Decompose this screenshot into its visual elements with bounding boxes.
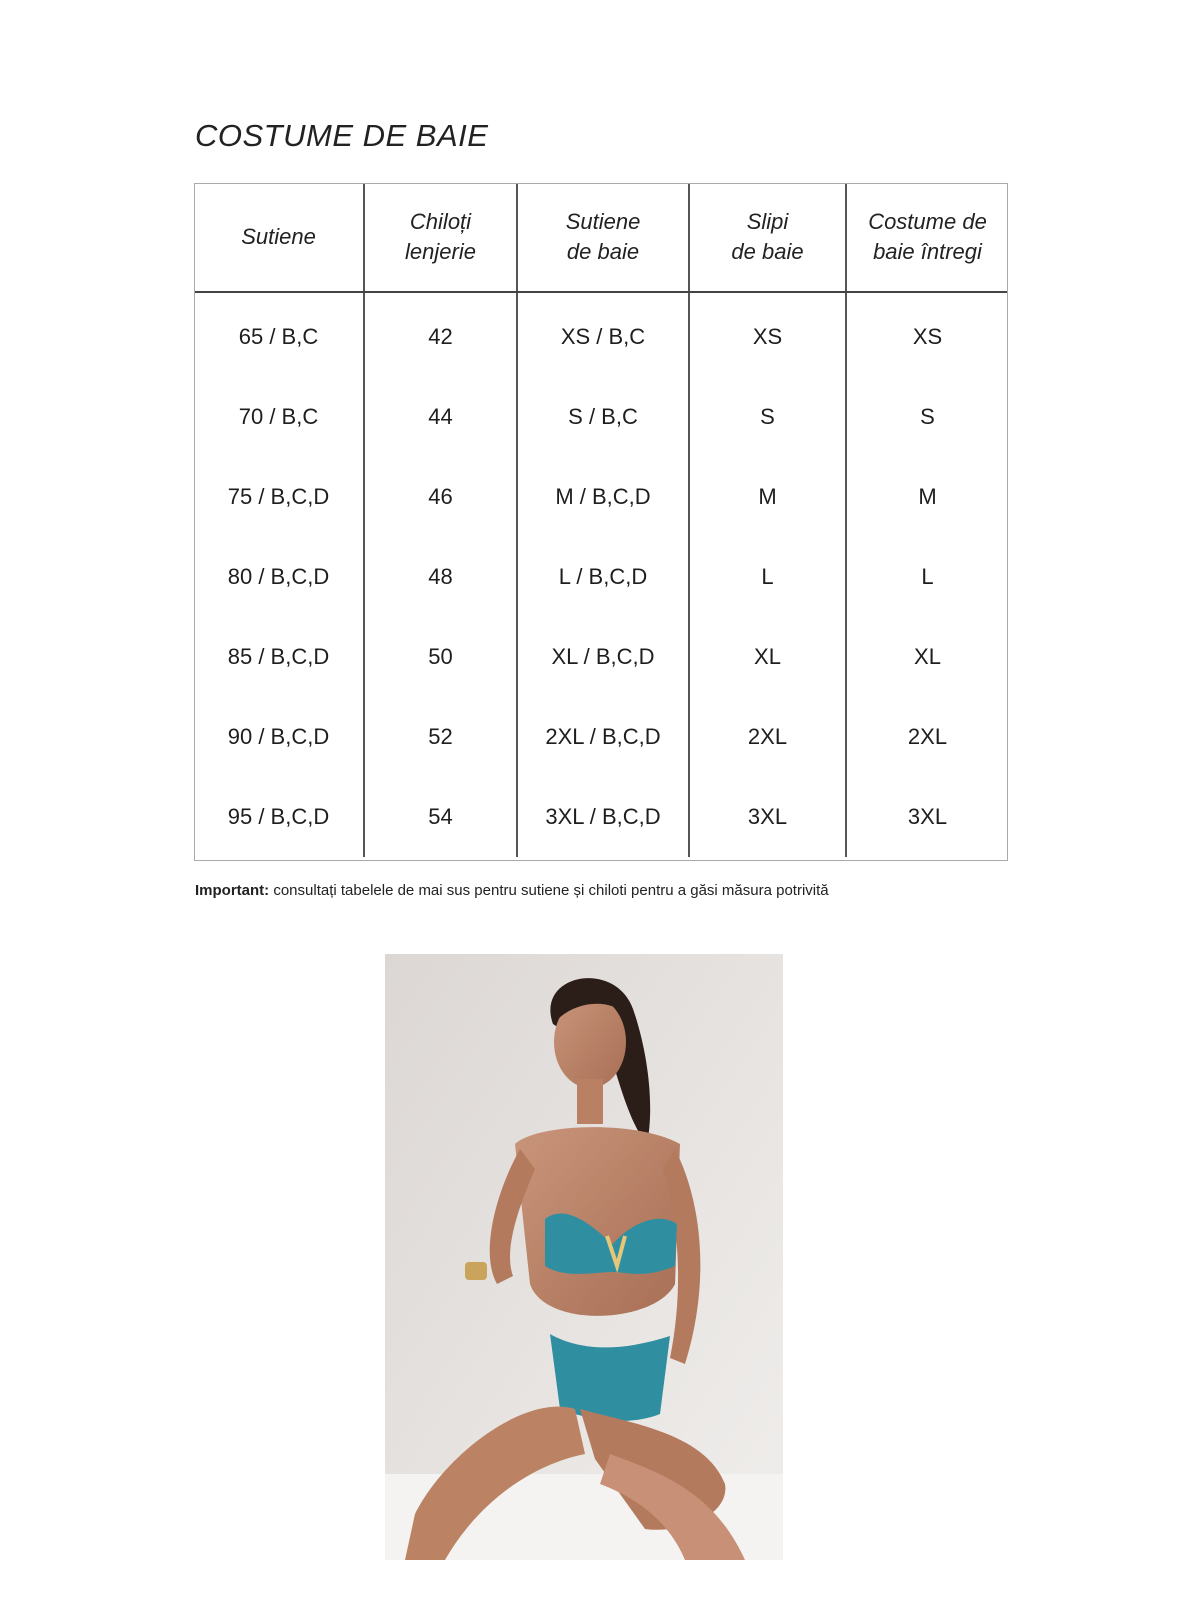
header-line: baie întregi <box>873 239 982 264</box>
table-header-row <box>194 183 1008 292</box>
table-cell: 90 / B,C,D <box>194 697 364 777</box>
table-row <box>194 457 1008 537</box>
header-line: Sutiene <box>241 224 316 249</box>
table-cell: XL <box>689 617 846 697</box>
table-cell: XS <box>912 324 943 349</box>
table-cell: L <box>921 564 934 589</box>
header-line: Slipi <box>746 209 789 234</box>
table-cell: 2XL <box>907 724 948 749</box>
note-label: Important: <box>195 882 270 899</box>
table-cell: 3XL <box>689 777 846 857</box>
table-cell: 42 <box>364 292 517 377</box>
table-cell: 65 / B,C <box>194 292 364 377</box>
table-row <box>194 537 1008 617</box>
size-chart-table <box>194 183 1008 857</box>
header-sutiene <box>194 183 364 292</box>
header-slipi-de-baie <box>689 183 846 292</box>
table-cell: 85 / B,C,D <box>194 617 364 697</box>
table-cell: 48 <box>364 537 517 617</box>
header-line: Costume de <box>868 209 987 234</box>
table-cell: 80 / B,C,D <box>194 537 364 617</box>
note-text: consultați tabelele de mai sus pentru sutiene și chiloti pentru a găsi măsura potrivită <box>269 882 829 899</box>
table-cell: 70 / B,C <box>194 377 364 457</box>
table-cell: L <box>689 537 846 617</box>
model-photo <box>385 954 783 1560</box>
table-cell: 3XL <box>907 804 948 829</box>
table-cell: 3XL / B,C,D <box>517 777 689 857</box>
model-illustration <box>385 954 783 1560</box>
table-cell: XL <box>914 644 941 669</box>
table-cell: L / B,C,D <box>517 537 689 617</box>
header-sutiene-de-baie <box>517 183 689 292</box>
table-cell: M <box>918 484 937 509</box>
table-cell: XL / B,C,D <box>517 617 689 697</box>
table-cell: 44 <box>364 377 517 457</box>
table-row <box>194 292 1008 377</box>
table-cell: M <box>689 457 846 537</box>
header-costume-intregi <box>846 183 1008 292</box>
table-cell: 2XL <box>689 697 846 777</box>
table-cell: S / B,C <box>517 377 689 457</box>
table-row <box>194 377 1008 457</box>
table-cell: XS / B,C <box>517 292 689 377</box>
table-cell: 2XL / B,C,D <box>517 697 689 777</box>
table-row <box>194 617 1008 697</box>
header-line: Chiloți <box>409 209 472 234</box>
table-cell: S <box>920 404 935 429</box>
header-line: de baie <box>731 239 804 264</box>
important-note <box>195 882 829 899</box>
table-cell: S <box>689 377 846 457</box>
table-cell: 46 <box>364 457 517 537</box>
table-cell: M / B,C,D <box>517 457 689 537</box>
table-cell: 54 <box>364 777 517 857</box>
table-cell: 50 <box>364 617 517 697</box>
header-line: de baie <box>566 239 640 264</box>
table-cell: 52 <box>364 697 517 777</box>
table-cell: 75 / B,C,D <box>194 457 364 537</box>
header-line: lenjerie <box>405 239 476 264</box>
table-cell: 95 / B,C,D <box>194 777 364 857</box>
header-line: Sutiene <box>565 209 641 234</box>
table-cell: XS <box>689 292 846 377</box>
header-chiloti-lenjerie <box>364 183 517 292</box>
table-row <box>194 777 1008 857</box>
page-title: COSTUME DE BAIE <box>195 118 489 153</box>
table-row <box>194 697 1008 777</box>
